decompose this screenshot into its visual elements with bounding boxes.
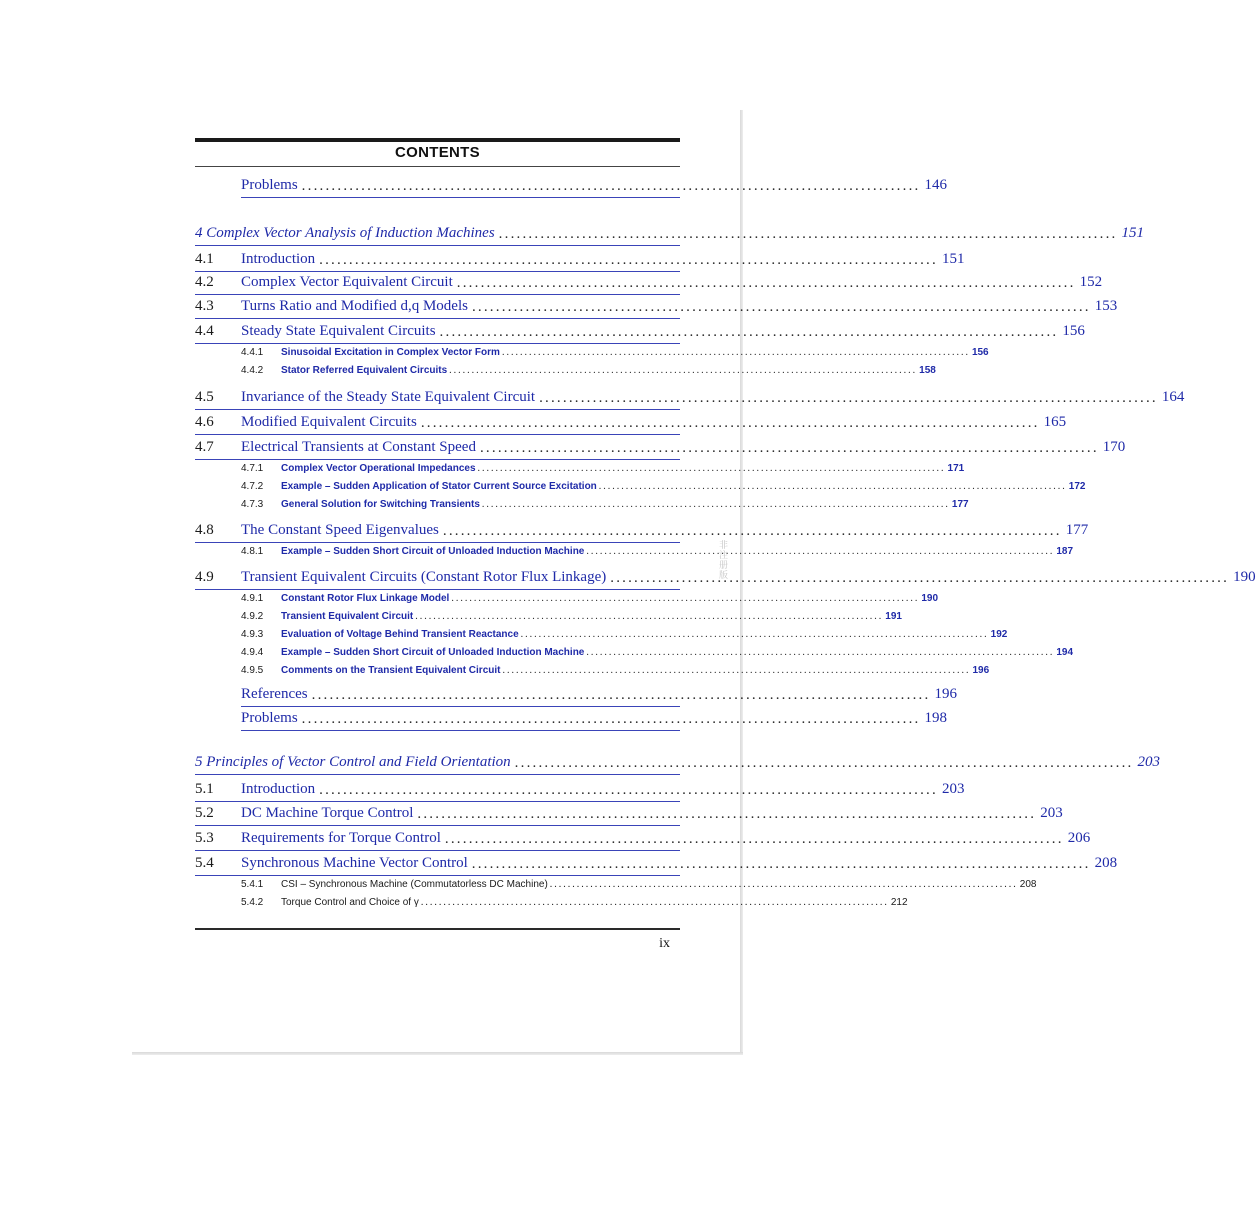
page-edge-bottom [132,1052,743,1055]
toc-entry-page: 191 [885,611,902,622]
toc-subsection-4-9-5[interactable] [195,661,990,676]
toc-subsection-4-9-1[interactable] [195,589,939,604]
toc-entry-title: Comments on the Transient Equivalent Circuit [281,665,501,676]
toc-subsection-4-9-2[interactable] [195,607,902,622]
toc-entry-page: 196 [972,665,990,676]
toc-leader-dots: ........................................................................................................ [449,365,918,376]
toc-entry-page: 206 [1067,830,1091,846]
toc-entry-number: 4.9.3 [241,629,264,640]
toc-entry-title: Complex Vector Operational Impedances [281,463,476,474]
toc-entry-title: Example – Sudden Short Circuit of Unloaded Induction Machine [281,546,585,557]
toc-entry-page: 192 [990,629,1008,640]
toc-leader-dots: ........................................................................................................ [415,611,884,622]
toc-entry-problems-198[interactable] [195,707,947,727]
toc-leader-dots: ........................................................................................................ [420,897,889,908]
toc-leader-dots: ........................................................................................................ [477,463,946,474]
toc-entry-title: Turns Ratio and Modified d,q Models [241,298,468,314]
toc-entry-page: 165 [1043,414,1067,430]
toc-subsection-5-4-2 [195,893,908,908]
toc-section-4-4[interactable] [195,320,1085,340]
toc-leader-dots: ........................................................................................................ [610,570,1230,586]
toc-subsection-4-7-2[interactable] [195,477,1086,492]
toc-leader-dots: ........................................................................................................ [514,755,1134,771]
toc-leader-dots: ........................................................................................................ [301,711,921,727]
toc-subsection-4-4-2[interactable] [195,361,936,376]
toc-entry-page: 208 [1094,855,1118,871]
toc-entry-title: DC Machine Torque Control [241,805,414,821]
toc-entry-page: 152 [1079,274,1103,290]
toc-entry-number: 5.2 [195,805,214,821]
toc-entry-number: 4.6 [195,414,214,430]
toc-entry-title: Evaluation of Voltage Behind Transient Reactance [281,629,519,640]
toc-entry-number: 4.5 [195,389,214,405]
toc-entry-number: 4.7.3 [241,499,264,510]
toc-section-4-7[interactable] [195,436,1126,456]
toc-subsection-4-8-1[interactable] [195,542,1074,557]
toc-leader-dots: ........................................................................................................ [444,831,1064,847]
toc-entry-title: Stator Referred Equivalent Circuits [281,365,448,376]
toc-entry-page: 196 [934,686,957,702]
toc-entry-page: 190 [1233,569,1256,585]
toc-leader-dots: ........................................................................................................ [301,178,921,194]
toc-entry-number: 4.4.2 [241,365,264,376]
toc-chapter-5[interactable] [195,751,1160,771]
toc-section-5-2[interactable] [195,802,1063,822]
toc-leader-dots: ........................................................................................................ [479,440,1099,456]
toc-leader-dots: ........................................................................................................ [442,523,1062,539]
toc-entry-number: 4.9.4 [241,647,264,658]
toc-leader-dots: ........................................................................................................ [481,499,950,510]
toc-section-4-8[interactable] [195,519,1089,539]
toc-entry-title: Example – Sudden Short Circuit of Unloaded Induction Machine [281,647,585,658]
toc-entry-page: 203 [941,781,965,797]
toc-subsection-4-4-1[interactable] [195,343,989,358]
toc-entry-title: Modified Equivalent Circuits [241,414,417,430]
toc-leader-dots: ........................................................................................................ [586,546,1055,557]
header-rule-thick [195,138,680,142]
toc-section-5-4[interactable] [195,852,1118,872]
toc-entry-title: Problems [241,177,298,193]
toc-entry-title: Example – Sudden Application of Stator Current Source Excitation [281,481,597,492]
toc-section-4-3[interactable] [195,295,1118,315]
toc-subsection-4-7-1[interactable] [195,459,965,474]
toc-subsection-4-7-3[interactable] [195,495,969,510]
toc-subsection-5-4-1 [195,875,1037,890]
toc-entry-number: 4.2 [195,274,214,290]
toc-entry-title: Torque Control and Choice of γ [281,897,419,908]
toc-entry-number: 5.1 [195,781,214,797]
toc-entry-page: 158 [919,365,936,376]
header-rule-thin [195,166,680,167]
footer-rule [195,928,680,930]
toc-section-4-6[interactable] [195,411,1067,431]
toc-entry-page: 170 [1102,439,1126,455]
toc-leader-dots: ........................................................................................................ [319,782,938,798]
toc-entry-title: Electrical Transients at Constant Speed [241,439,476,455]
toc-entry-number: 4.9.1 [241,593,264,604]
toc-entry-page: 194 [1056,647,1074,658]
toc-section-4-9[interactable] [195,566,1256,586]
toc-entry-title: References [241,686,308,702]
toc-entry-page: 190 [921,593,939,604]
toc-entry-title: Complex Vector Equivalent Circuit [241,274,453,290]
toc-leader-dots: ........................................................................................................ [520,629,989,640]
toc-entry-number: 4.9.5 [241,665,264,676]
toc-leader-dots: ........................................................................................................ [586,647,1055,658]
toc-leader-dots: ........................................................................................................ [498,226,1118,242]
toc-entry-problems-146[interactable] [195,174,947,194]
toc-entry-number: 4.1 [195,251,214,267]
toc-entry-page: 156 [971,347,989,358]
toc-entry-number: 4.7 [195,439,214,455]
toc-entry-number: 4.3 [195,298,214,314]
toc-leader-dots: ........................................................................................................ [456,275,1076,291]
page-number: ix [659,936,670,951]
toc-leader-dots: ........................................................................................................ [471,856,1091,872]
toc-entry-number: 4.7.1 [241,463,264,474]
toc-section-4-5[interactable] [195,386,1185,406]
toc-leader-dots: ........................................................................................................ [451,593,920,604]
toc-section-5-1[interactable] [195,778,965,798]
toc-entry-title: 4 Complex Vector Analysis of Induction Machines [195,225,495,241]
toc-entry-number: 4.4.1 [241,347,264,358]
toc-subsection-4-9-4[interactable] [195,643,1074,658]
toc-leader-dots: ........................................................................................................ [311,687,931,703]
toc-leader-dots: ........................................................................................................ [439,324,1059,340]
toc-entry-number: 5.4.2 [241,897,264,908]
toc-entry-title: Transient Equivalent Circuits (Constant Rotor Flux Linkage) [241,569,607,585]
toc-section-5-3[interactable] [195,827,1091,847]
toc-entry-references-196[interactable] [195,683,957,703]
toc-entry-title: 5 Principles of Vector Control and Field Orientation [195,754,511,770]
toc-entry-page: 156 [1062,323,1085,339]
toc-entry-number: 4.4 [195,323,214,339]
toc-entry-title: The Constant Speed Eigenvalues [241,522,439,538]
toc-entry-title: CSI – Synchronous Machine (Commutatorless DC Machine) [281,879,548,890]
toc-chapter-4[interactable] [195,222,1144,242]
toc-entry-page: 172 [1068,481,1086,492]
toc-entry-page: 151 [941,251,965,267]
toc-leader-dots: ........................................................................................................ [549,879,1018,890]
toc-entry-number: 4.7.2 [241,481,264,492]
toc-entry-page: 153 [1094,298,1118,314]
toc-entry-title: Constant Rotor Flux Linkage Model [281,593,450,604]
toc-leader-dots: ........................................................................................................ [417,806,1037,822]
toc-entry-title: Requirements for Torque Control [241,830,441,846]
toc-entry-title: Problems [241,710,298,726]
toc-entry-page: 177 [951,499,969,510]
toc-leader-dots: ........................................................................................................ [539,390,1158,406]
toc-section-4-1[interactable] [195,248,965,268]
toc-entry-number: 4.8 [195,522,214,538]
toc-entry-number: 5.3 [195,830,214,846]
toc-entry-page: 198 [924,710,947,726]
toc-entry-number: 4.9.2 [241,611,264,622]
toc-leader-dots: ........................................................................................................ [501,347,970,358]
toc-entry-page: 151 [1121,225,1144,241]
toc-entry-title: Steady State Equivalent Circuits [241,323,436,339]
page-title: CONTENTS [395,144,480,161]
toc-entry-page: 203 [1137,754,1160,770]
toc-entry-title: Synchronous Machine Vector Control [241,855,468,871]
toc-entry-title: Introduction [241,251,316,267]
toc-entry-page: 187 [1056,546,1074,557]
toc-entry-page: 164 [1161,389,1185,405]
toc-entry-title: Invariance of the Steady State Equivalent Circuit [241,389,536,405]
toc-leader-dots: ........................................................................................................ [598,481,1067,492]
toc-leader-dots: ........................................................................................................ [319,252,938,268]
toc-entry-number: 4.8.1 [241,546,264,557]
toc-entry-page: 203 [1040,805,1063,821]
toc-section-4-2[interactable] [195,271,1103,291]
toc-entry-page: 177 [1065,522,1089,538]
toc-entry-page: 171 [947,463,965,474]
toc-entry-page: 212 [890,897,908,908]
toc-entry-title: Transient Equivalent Circuit [281,611,414,622]
toc-entry-title: Introduction [241,781,316,797]
toc-entry-title: Sinusoidal Excitation in Complex Vector Form [281,347,500,358]
toc-leader-dots: ........................................................................................................ [502,665,971,676]
toc-entry-page: 146 [924,177,947,193]
toc-entry-number: 5.4.1 [241,879,264,890]
toc-entry-page: 208 [1019,879,1037,890]
toc-leader-dots: ........................................................................................................ [420,415,1040,431]
toc-leader-dots: ........................................................................................................ [471,299,1091,315]
toc-entry-title: General Solution for Switching Transients [281,499,480,510]
toc-entry-number: 4.9 [195,569,214,585]
toc-entry-number: 5.4 [195,855,214,871]
toc-subsection-4-9-3[interactable] [195,625,1008,640]
scan-watermark: 非注册版 [717,540,727,580]
